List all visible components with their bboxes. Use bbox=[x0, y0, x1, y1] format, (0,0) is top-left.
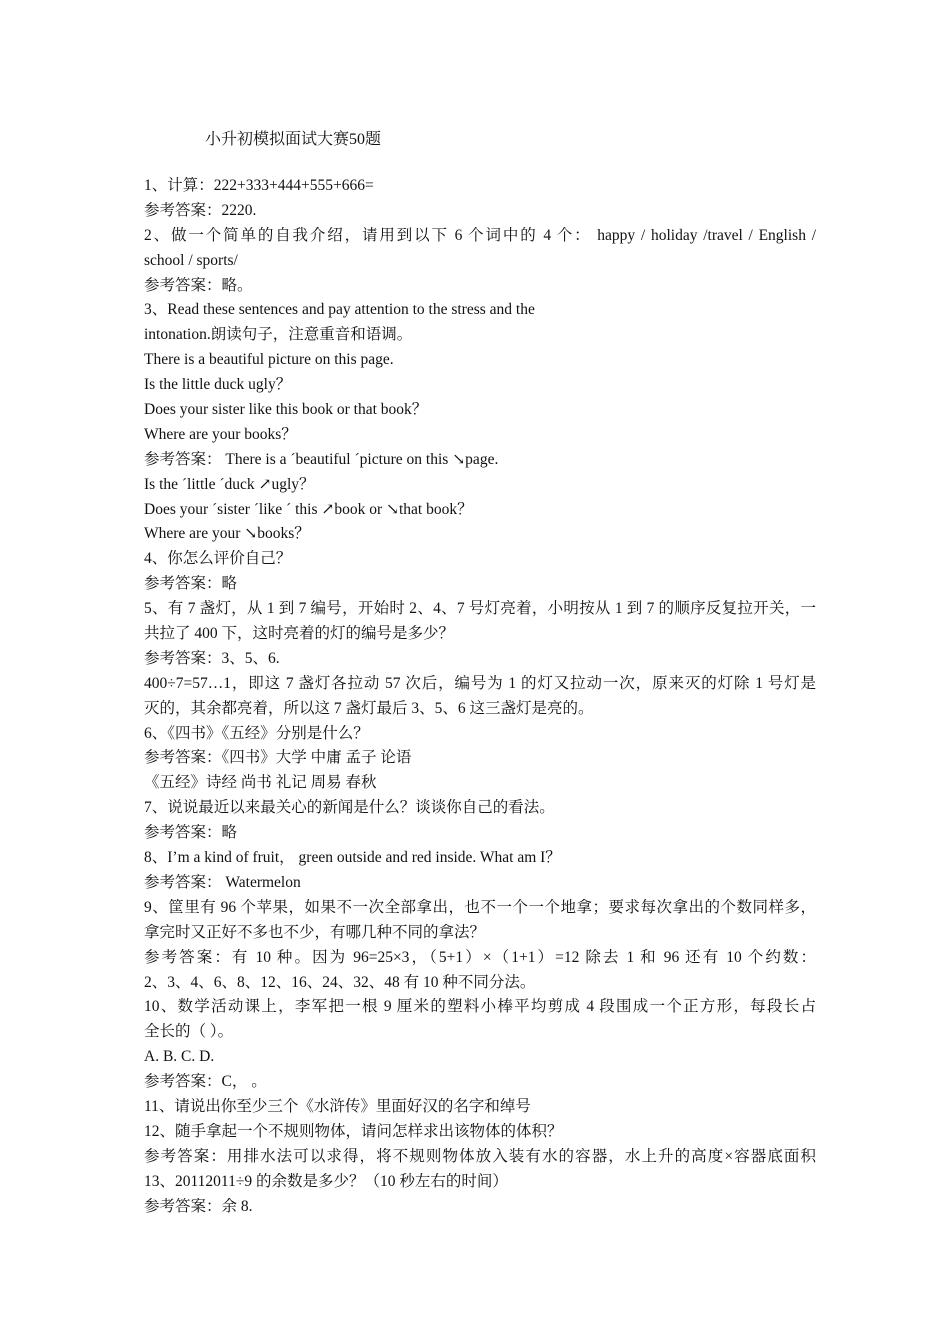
text-line: 《五经》诗经 尚书 礼记 周易 春秋 bbox=[144, 774, 377, 792]
text-line: 参考答案： Watermelon bbox=[144, 873, 301, 891]
document-title: 小升初模拟面试大赛50题 bbox=[205, 131, 382, 148]
text-line: 参考答案：3、5、6. bbox=[144, 649, 280, 667]
document-body bbox=[144, 174, 816, 1219]
text-line: 参考答案：2220. bbox=[144, 201, 257, 219]
text-line: Is the ˊlittle ˊduck ↗ugly？ bbox=[144, 475, 315, 493]
text-line: 2、3、4、6、8、12、16、24、32、48 有 10 种不同分法。 bbox=[144, 973, 536, 991]
text-line: 拿完时又正好不多也不少，有哪几种不同的拿法？ bbox=[144, 923, 486, 941]
text-line: Where are your ↘books？ bbox=[144, 525, 310, 543]
text-line: intonation.朗读句子，注意重音和语调。 bbox=[144, 326, 413, 344]
text-line: Does your sister like this book or that book？ bbox=[144, 401, 428, 419]
text-line: 8、I’m a kind of fruit， green outside and red inside. What am I？ bbox=[144, 849, 561, 867]
text-line: school / sports/ bbox=[144, 251, 238, 269]
text-line: 13、20112011÷9 的余数是多少？（10 秒左右的时间） bbox=[144, 1172, 508, 1190]
text-line: Is the little duck ugly？ bbox=[144, 376, 292, 394]
text-line: 灭的，其余都亮着，所以这 7 盏灯最后 3、5、6 这三盏灯是亮的。 bbox=[144, 699, 594, 717]
text-line: 参考答案： There is a ˊbeautiful ˊpicture on this ↘page. bbox=[144, 450, 499, 468]
text-line: 7、说说最近以来最关心的新闻是什么？谈谈你自己的看法。 bbox=[144, 799, 555, 817]
text-line: 参考答案：略 bbox=[144, 824, 238, 842]
text-line: 10、数学活动课上，李军把一根 9 厘米的塑料小棒平均剪成 4 段围成一个正方形，每段长占 bbox=[144, 998, 816, 1016]
text-line: 全长的（ ）。 bbox=[144, 1023, 234, 1041]
text-line: 6、《四书》《五经》分别是什么？ bbox=[144, 724, 369, 742]
text-line: 参考答案：《四书》大学 中庸 孟子 论语 bbox=[144, 749, 412, 767]
text-line: 参考答案：C， 。 bbox=[144, 1073, 267, 1091]
text-line: 参考答案：用排水法可以求得，将不规则物体放入装有水的容器，水上升的高度×容器底面积 bbox=[144, 1147, 816, 1165]
text-line: 参考答案：余 8. bbox=[144, 1197, 253, 1215]
text-line: Does your ˊsister ˊlike ˊ this ↗book or ↘that book？ bbox=[144, 500, 473, 518]
text-line: 11、请说出你至少三个《水浒传》里面好汉的名字和绰号 bbox=[144, 1097, 531, 1115]
text-line: 参考答案：有 10 种。因为 96=25×3，（5+1）×（1+1）=12 除去 1 和 96 还有 10 个约数： bbox=[144, 948, 816, 966]
text-line: 12、随手拿起一个不规则物体，请问怎样求出该物体的体积？ bbox=[144, 1122, 563, 1140]
text-line: 1、计算：222+333+444+555+666= bbox=[144, 177, 374, 194]
text-line: 5、有 7 盏灯，从 1 到 7 编号，开始时 2、4、7 号灯亮着，小明按从 1 到 7 的顺序反复拉开关，一 bbox=[144, 600, 816, 618]
text-line: There is a beautiful picture on this page. bbox=[144, 351, 394, 369]
text-line: A. B. C. D. bbox=[144, 1048, 215, 1066]
text-line: 400÷7=57…1，即这 7 盏灯各拉动 57 次后，编号为 1 的灯又拉动一次，原来灭的灯除 1 号灯是 bbox=[144, 674, 816, 692]
text-line: 2、做一个简单的自我介绍，请用到以下 6 个词中的 4 个： happy / holiday /travel / English / bbox=[144, 226, 816, 244]
text-line: 3、Read these sentences and pay attention to the stress and the bbox=[144, 301, 535, 319]
text-line: 9、筐里有 96 个苹果，如果不一次全部拿出，也不一个一个地拿；要求每次拿出的个数同样多， bbox=[144, 898, 816, 916]
text-line: Where are your books？ bbox=[144, 425, 297, 443]
text-line: 参考答案：略 bbox=[144, 575, 238, 593]
text-line: 参考答案：略。 bbox=[144, 276, 253, 294]
text-line: 共拉了 400 下，这时亮着的灯的编号是多少？ bbox=[144, 625, 455, 643]
text-line: 4、你怎么评价自己？ bbox=[144, 550, 292, 568]
